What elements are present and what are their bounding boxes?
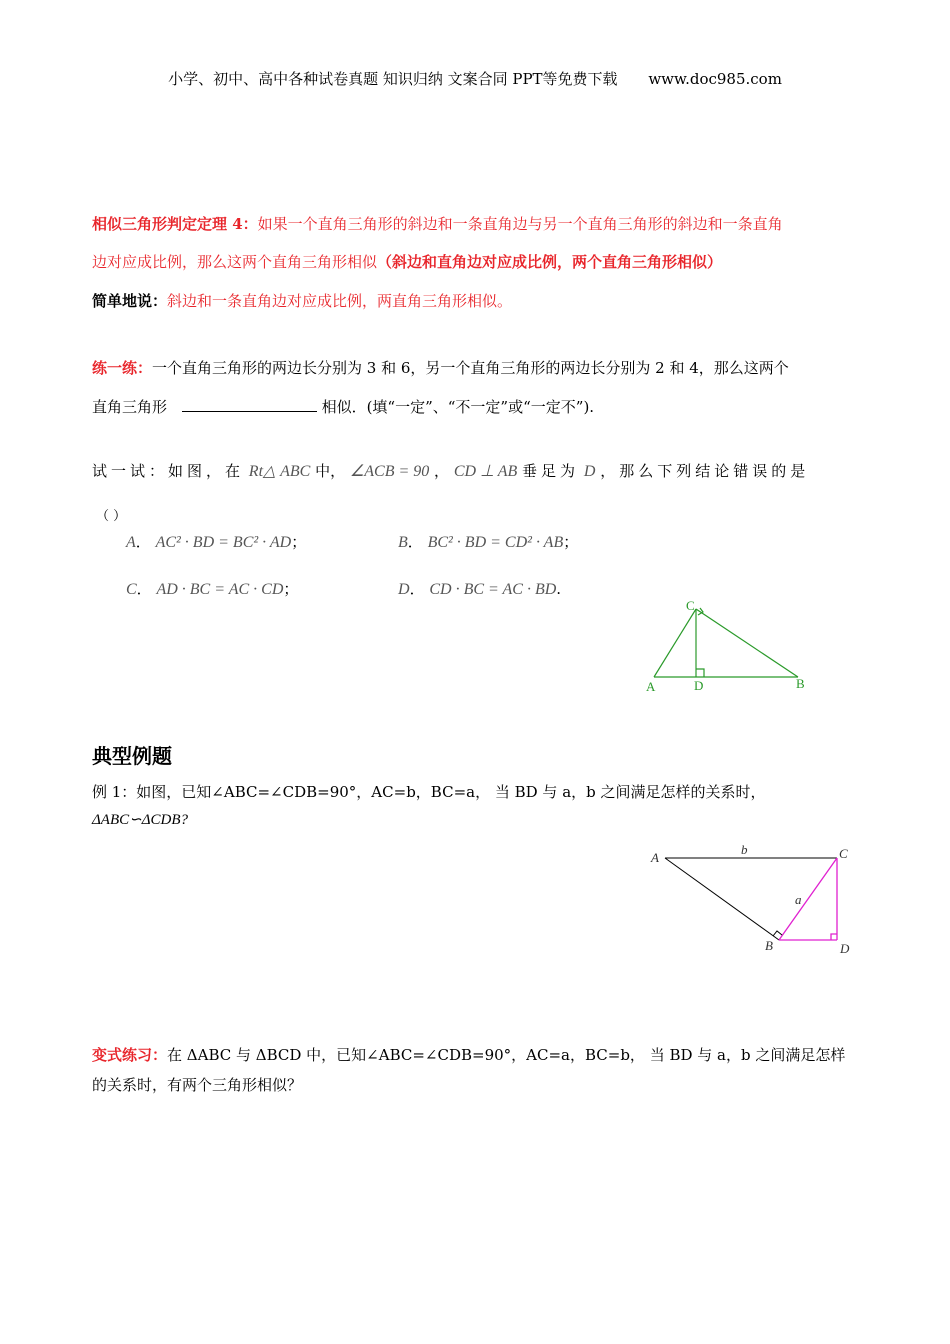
trial-rt: Rt△ [248,463,276,480]
header-text: 小学、初中、高中各种试卷真题 知识归纳 文案合同 PPT等免费下载 [168,70,618,88]
variant-line-2: 的关系时，有两个三角形相似？ [92,1076,303,1094]
label-c: C [839,846,848,861]
label-a: A [651,850,659,865]
practice-line-2 [92,396,594,417]
simple-statement [92,290,512,311]
trial-angle: ∠ACB = 90 [349,463,430,480]
option-a[interactable]: A． AC² · BD = BC² · AD； [126,533,307,551]
practice-line-1 [92,357,789,378]
variant-text-1: 在 ΔABC 与 ΔBCD 中，已知∠ABC=∠CDB=90°，AC=a，BC=b， 当 BD 与 a，b 之间满足怎样 [167,1046,846,1064]
option-b-end: ； [563,533,579,551]
label-a: A [646,679,656,694]
option-a-end: ； [291,533,307,551]
theorem-text-2: 边对应成比例，那么这两个直角三角形相似 [92,253,378,271]
option-b-letter: B [398,534,408,551]
trial-d: D [583,463,596,480]
practice-text-1: 一个直角三角形的两边长分别为 3 和 6，另一个直角三角形的两边长分别为 2 和 4，那么这两个 [152,359,789,377]
trial-abc: ABC [280,463,311,480]
theorem-line-2 [92,251,722,272]
label-a-side: a [795,892,802,907]
theorem-line-1 [92,213,783,234]
right-angle-mark-d [831,934,837,940]
figure-right-triangle [640,595,820,700]
section-heading: 典型例题 [92,744,172,768]
trial-question-line [92,460,862,481]
example-1-line-2: ΔABC∽ΔCDB? [92,812,189,828]
option-c[interactable]: C． AD · BC = AC · CD； [126,580,299,598]
simple-text: 斜边和一条直角边对应成比例，两直角三角形相似。 [167,292,513,310]
option-b-expr: BC² · BD = CD² · AB [427,534,564,551]
option-c-end: ； [283,580,299,598]
answer-blank[interactable] [182,397,317,412]
segment-ab [665,858,779,940]
trial-tail: ，那么下列结论错误的是 [600,462,810,480]
option-c-letter: C [126,581,137,598]
practice-text-2b: 相似．(填“一定”、“不一定”或“一定不”). [321,398,595,416]
label-b: B [765,938,773,953]
segment-ac [654,609,696,677]
label-b: B [796,676,805,691]
option-d-expr: CD · BC = AC · BD [429,581,557,598]
theorem-bold-paren: （斜边和直角边对应成比例，两个直角三角形相似） [377,253,723,271]
right-angle-mark-b [773,931,782,936]
label-d: D [694,678,704,693]
option-d[interactable]: D． CD · BC = AC · BD. [398,580,562,598]
trial-answer-paren: （ ） [96,509,127,524]
header-url[interactable]: www.doc985.com [648,70,782,88]
example-1-line-1: 例 1：如图，已知∠ABC=∠CDB=90°，AC=b，BC=a， 当 BD 与 a，b 之间满足怎样的关系时， [92,783,766,801]
trial-perp: CD ⊥ AB [453,463,518,480]
practice-text-2a: 直角三角形 [92,398,168,416]
theorem-text-1: 如果一个直角三角形的斜边和一条直角边与另一个直角三角形的斜边和一条直角 [257,215,783,233]
option-b[interactable]: B． BC² · BD = CD² · AB； [398,533,579,551]
label-d: D [840,941,850,956]
label-b-side: b [741,842,748,857]
option-c-expr: AD · BC = AC · CD [156,581,284,598]
page-header [0,68,950,89]
option-a-expr: AC² · BD = BC² · AD [155,534,292,551]
segment-bc-a [779,858,837,940]
label-c: C [686,598,695,613]
theorem-label: 相似三角形判定定理 4： [92,215,258,233]
simple-label: 简单地说： [92,292,168,310]
option-d-end: . [556,580,562,598]
figure-example-1 [645,840,865,965]
trial-intro: 试一试：如图，在 [92,462,245,480]
right-angle-mark-d [696,669,704,677]
option-a-letter: A [126,534,136,551]
variant-line-1 [92,1044,845,1065]
option-d-letter: D [398,581,410,598]
segment-cb [696,609,798,677]
trial-comma: ， [434,462,450,480]
trial-zhong: 中， [315,462,346,480]
practice-label: 练一练： [92,359,153,377]
variant-label: 变式练习： [92,1046,168,1064]
trial-chuizu: 垂足为 [522,462,580,480]
